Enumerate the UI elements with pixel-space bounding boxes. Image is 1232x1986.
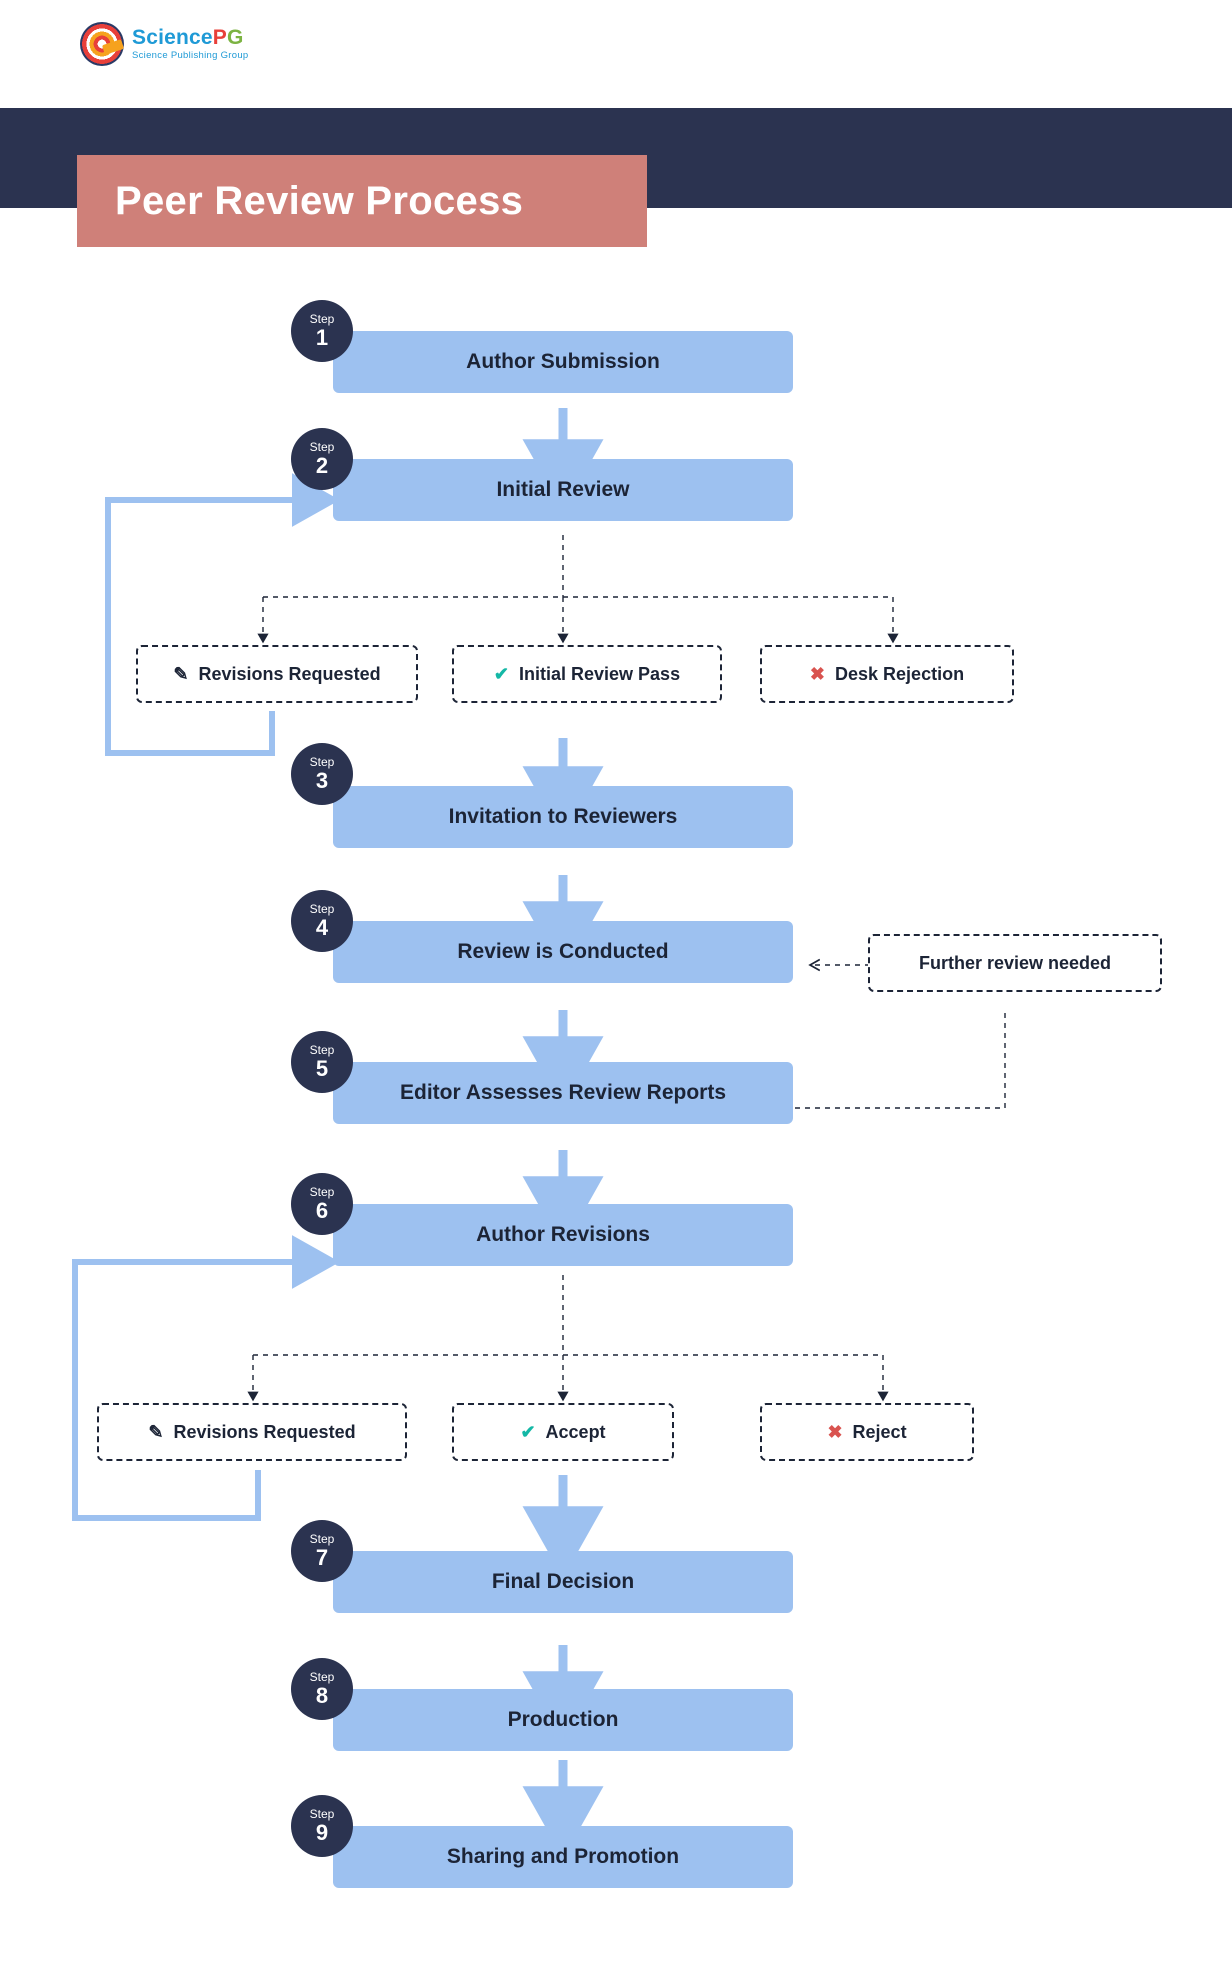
step-label-1: Author Submission <box>466 350 660 373</box>
step-number-4: 4 <box>315 915 329 940</box>
step-label-5: Editor Assesses Review Reports <box>399 1081 727 1104</box>
step-label-7: Final Decision <box>491 1570 635 1593</box>
step-badge-2 <box>291 428 353 490</box>
step-box-6[interactable] <box>333 1204 793 1266</box>
decision-label: Reject <box>852 1421 907 1442</box>
step-word-9: Step <box>309 1807 335 1821</box>
brand-name: SciencePG <box>132 25 244 49</box>
step-box-8[interactable] <box>333 1689 793 1751</box>
step-number-3: 3 <box>315 768 329 793</box>
step-label-8: Production <box>507 1708 619 1731</box>
step-word-2: Step <box>309 440 335 454</box>
step-number-6: 6 <box>315 1198 329 1223</box>
step-label-9: Sharing and Promotion <box>446 1845 680 1868</box>
step-label-3: Invitation to Reviewers <box>448 805 678 828</box>
step-number-2: 2 <box>315 453 329 478</box>
step-badge-6 <box>291 1173 353 1235</box>
decision-initial-review-pass[interactable] <box>452 645 722 703</box>
pencil-icon: ✎ <box>173 664 189 684</box>
decision-label: Desk Rejection <box>835 663 965 684</box>
decision-label: Revisions Requested <box>198 663 381 684</box>
step-badge-8 <box>291 1658 353 1720</box>
check-icon: ✔ <box>493 664 509 684</box>
step-badge-9 <box>291 1795 353 1857</box>
note-further-review-needed[interactable] <box>868 934 1162 992</box>
step-word-3: Step <box>309 755 335 769</box>
step-number-5: 5 <box>315 1056 329 1081</box>
step-box-1[interactable] <box>333 331 793 393</box>
pencil-icon: ✎ <box>148 1422 164 1442</box>
cross-icon: ✖ <box>809 664 826 684</box>
brand-tagline: Science Publishing Group <box>132 50 249 62</box>
step-number-1: 1 <box>315 325 329 350</box>
step-box-2[interactable] <box>333 459 793 521</box>
decision-desk-rejection[interactable] <box>760 645 1014 703</box>
step-word-7: Step <box>309 1532 335 1546</box>
step-word-6: Step <box>309 1185 335 1199</box>
step-word-4: Step <box>309 902 335 916</box>
step-word-5: Step <box>309 1043 335 1057</box>
decision-revisions-requested-1[interactable] <box>136 645 418 703</box>
step-badge-7 <box>291 1520 353 1582</box>
decision-accept[interactable] <box>452 1403 674 1461</box>
step-number-9: 9 <box>315 1820 329 1845</box>
step-box-3[interactable] <box>333 786 793 848</box>
step-word-1: Step <box>309 312 335 326</box>
decision-label: Accept <box>545 1421 606 1442</box>
decision-reject[interactable] <box>760 1403 974 1461</box>
page-title: Peer Review Process <box>115 178 524 223</box>
cross-icon: ✖ <box>827 1422 843 1442</box>
step-number-7: 7 <box>315 1545 329 1570</box>
step-number-8: 8 <box>315 1683 329 1708</box>
step-badge-1 <box>291 300 353 362</box>
step-badge-4 <box>291 890 353 952</box>
step-box-9[interactable] <box>333 1826 793 1888</box>
step-label-2: Initial Review <box>496 478 630 501</box>
step-badge-3 <box>291 743 353 805</box>
step-box-5[interactable] <box>333 1062 793 1124</box>
check-icon: ✔ <box>520 1422 536 1442</box>
step-box-4[interactable] <box>333 921 793 983</box>
decision-revisions-requested-2[interactable] <box>97 1403 407 1461</box>
step-label-4: Review is Conducted <box>457 940 669 963</box>
step-word-8: Step <box>309 1670 335 1684</box>
note-label: Further review needed <box>918 952 1112 973</box>
step-box-7[interactable] <box>333 1551 793 1613</box>
decision-label: Revisions Requested <box>173 1421 356 1442</box>
step-label-6: Author Revisions <box>476 1223 650 1246</box>
step-badge-5 <box>291 1031 353 1093</box>
decision-label: Initial Review Pass <box>519 663 681 684</box>
